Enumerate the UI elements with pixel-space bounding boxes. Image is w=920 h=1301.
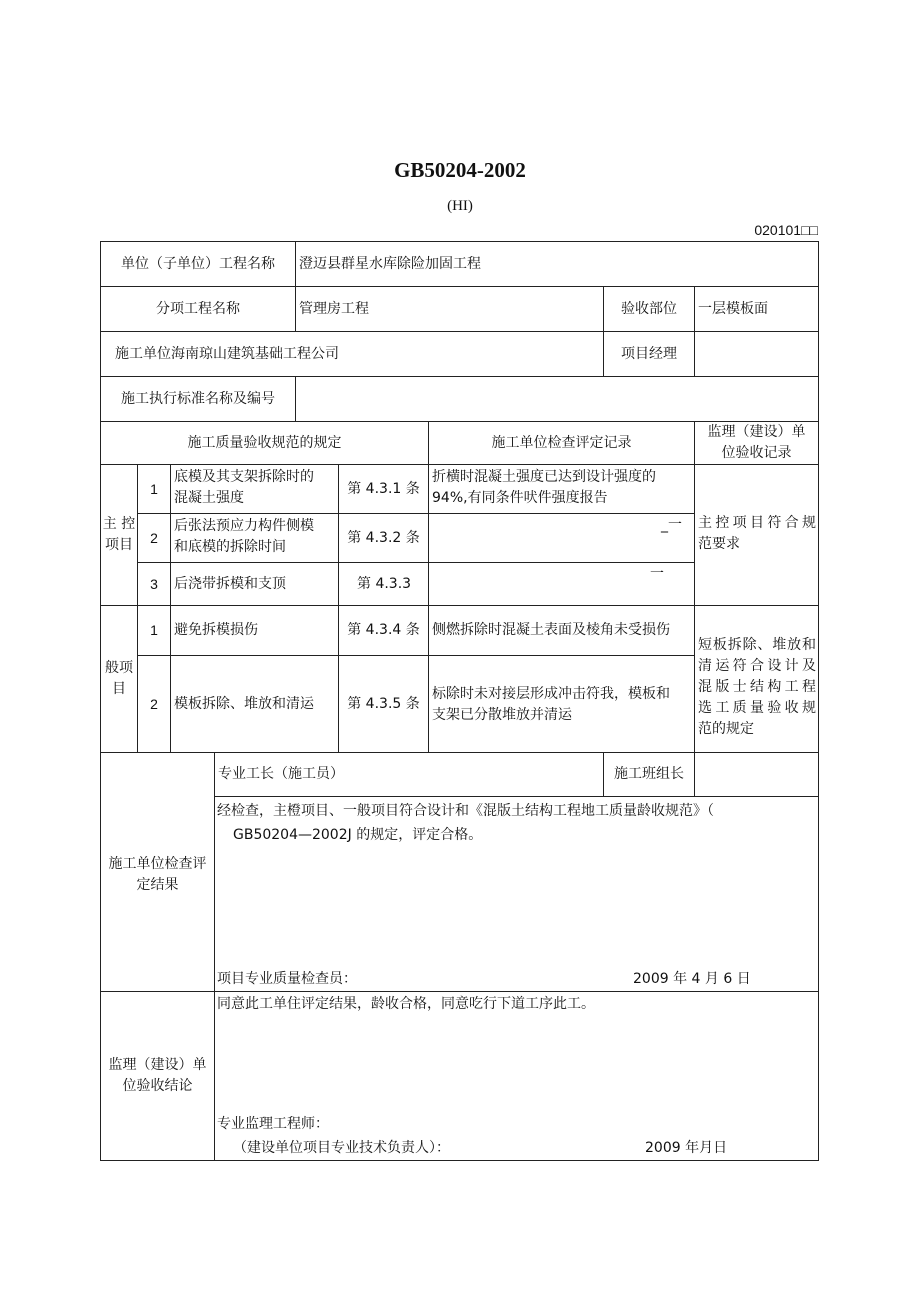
general-item-2-record: [428, 655, 695, 753]
main-item-2-record: [428, 513, 695, 563]
quality-inspector-label: 项目专业质量检查员：: [217, 971, 357, 987]
supervisor-result-label-line2: 位验收结论: [122, 1078, 193, 1094]
main-control-label-line1: 主 控: [102, 516, 136, 532]
team-leader-value: [694, 752, 819, 797]
main-control-label-line2: 项目: [105, 537, 133, 553]
general-label-line1: 般项: [105, 660, 133, 676]
supervisor-column-header: [694, 421, 819, 465]
contractor-result-text-line2: GB50204—2002J 的规定，评定合格。: [233, 827, 483, 843]
supervisor-result-body: [214, 991, 819, 1161]
main-item-1-desc-line2: 混凝土强度: [174, 490, 244, 506]
main-item-1-desc: [170, 464, 339, 514]
general-supervisor-line1: 短板拆除、堆放和: [698, 637, 816, 653]
main-item-1-clause: 第 4.3.1 条: [338, 464, 429, 514]
supervisor-result-text: 同意此工单住评定结果，龄收合格，同意吃行下道工序此工。: [217, 996, 595, 1012]
supervisor-result-date: 2009 年月日: [645, 1140, 728, 1156]
main-supervisor-line2: 范要求: [698, 536, 740, 552]
contractor-result-body: [214, 796, 819, 992]
general-supervisor-line4: 选工质量验收规: [698, 700, 816, 716]
general-supervisor-line2: 清运符合设计及: [698, 658, 816, 674]
general-supervisor: [694, 605, 819, 753]
main-item-3-desc-line1: 后浇带拆模和支顶: [174, 575, 286, 592]
general-item-1-no: 1: [137, 605, 171, 656]
general-label: [100, 605, 138, 753]
unit-project-value: 澄迈县群星水库除险加固工程: [295, 241, 819, 287]
contractor-result-label: [100, 752, 215, 992]
general-label-line2: 目: [112, 681, 126, 697]
main-item-2-no: 2: [137, 513, 171, 563]
general-item-2-record-line1: 标除时未对接层形成冲击符我，模板和: [432, 686, 670, 702]
contractor-result-date: 2009 年 4 月 6 日: [633, 971, 751, 987]
main-item-1-record: [428, 464, 695, 514]
supervisor-header-line1: 监理（建设）单: [707, 424, 806, 440]
supervisor-header-line2: 位验收记录: [721, 445, 792, 461]
inspection-part-value: 一层模板面: [694, 286, 819, 332]
contractor-result-label-line2: 定结果: [136, 877, 179, 893]
main-control-supervisor: [694, 464, 819, 606]
general-item-2-clause: 第 4.3.5 条: [338, 655, 429, 753]
foreman-label: 专业工长（施工员）: [214, 752, 604, 797]
general-item-1-desc: 避免拆模损伤: [170, 605, 339, 656]
main-supervisor-line1: 主控项目符合规: [698, 515, 816, 531]
record-column-header: 施工单位检查评定记录: [428, 421, 695, 465]
contractor-result-label-line1: 施工单位检查评: [108, 856, 207, 872]
contractor-result-text-line1: 经检查，主橙项目、一般项目符合设计和《混版土结构工程地工质量龄收规范》（: [217, 803, 714, 819]
form-standard-title: GB50204-2002: [394, 158, 526, 182]
main-item-2-desc-line1: 后张法预应力构件侧模: [174, 518, 314, 534]
main-item-2-clause: 第 4.3.2 条: [338, 513, 429, 563]
main-item-2-desc: [170, 513, 339, 563]
main-item-2-desc-line2: 和底模的拆除时间: [174, 539, 286, 555]
contractor-name: 施工单位海南琼山建筑基础工程公司: [100, 331, 604, 377]
standard-value: [295, 376, 819, 422]
main-item-1-record-line1: 折横时混凝土强度已达到设计强度的: [432, 469, 656, 485]
main-item-3-no: 3: [137, 562, 171, 606]
general-item-2-no: 2: [137, 655, 171, 753]
spec-column-header: 施工质量验收规范的规定: [100, 421, 429, 465]
main-item-2-record-line1: _一: [661, 517, 682, 533]
supervising-engineer-label: 专业监理工程师：: [217, 1116, 329, 1132]
sub-project-value: 管理房工程: [295, 286, 604, 332]
main-item-1-desc-line1: 底模及其支架拆除时的: [174, 469, 314, 485]
general-item-2-desc: 模板拆除、堆放和清运: [170, 655, 339, 753]
main-control-label: [100, 464, 138, 606]
project-manager-value: [694, 331, 819, 377]
main-item-3-record-line1: 一: [650, 566, 664, 582]
supervisor-result-label-line1: 监理（建设）单: [108, 1057, 207, 1073]
general-item-1-record: [428, 605, 695, 656]
main-item-3-clause: 第 4.3.3: [338, 562, 429, 606]
sub-project-label: 分项工程名称: [100, 286, 296, 332]
unit-project-label: 单位（子单位）工程名称: [100, 241, 296, 287]
general-supervisor-line3: 混版士结构工程: [698, 679, 816, 695]
project-manager-label: 项目经理: [603, 331, 695, 377]
general-supervisor-line5: 范的规定: [698, 721, 754, 737]
main-item-3-record: [428, 562, 695, 606]
general-item-1-clause: 第 4.3.4 条: [338, 605, 429, 656]
main-item-1-no: 1: [137, 464, 171, 514]
form-subtitle: (HI): [447, 198, 473, 214]
main-item-3-desc: [170, 562, 339, 606]
standard-label: 施工执行标准名称及编号: [100, 376, 296, 422]
form-code: 020101□□: [754, 222, 818, 238]
supervisor-result-label: [100, 991, 215, 1161]
inspection-part-label: 验收部位: [603, 286, 695, 332]
general-item-2-record-line2: 支架已分散堆放并清运: [432, 707, 572, 723]
main-item-1-record-line2: 94%,有同条件吠件强度报告: [432, 490, 608, 506]
general-item-1-record-line1: 侧燃拆除时混凝土表面及棱角未受损伤: [432, 622, 670, 638]
owner-tech-lead-label: （建设单位项目专业技术负责人）：: [233, 1140, 450, 1156]
team-leader-label: 施工班组长: [603, 752, 695, 797]
